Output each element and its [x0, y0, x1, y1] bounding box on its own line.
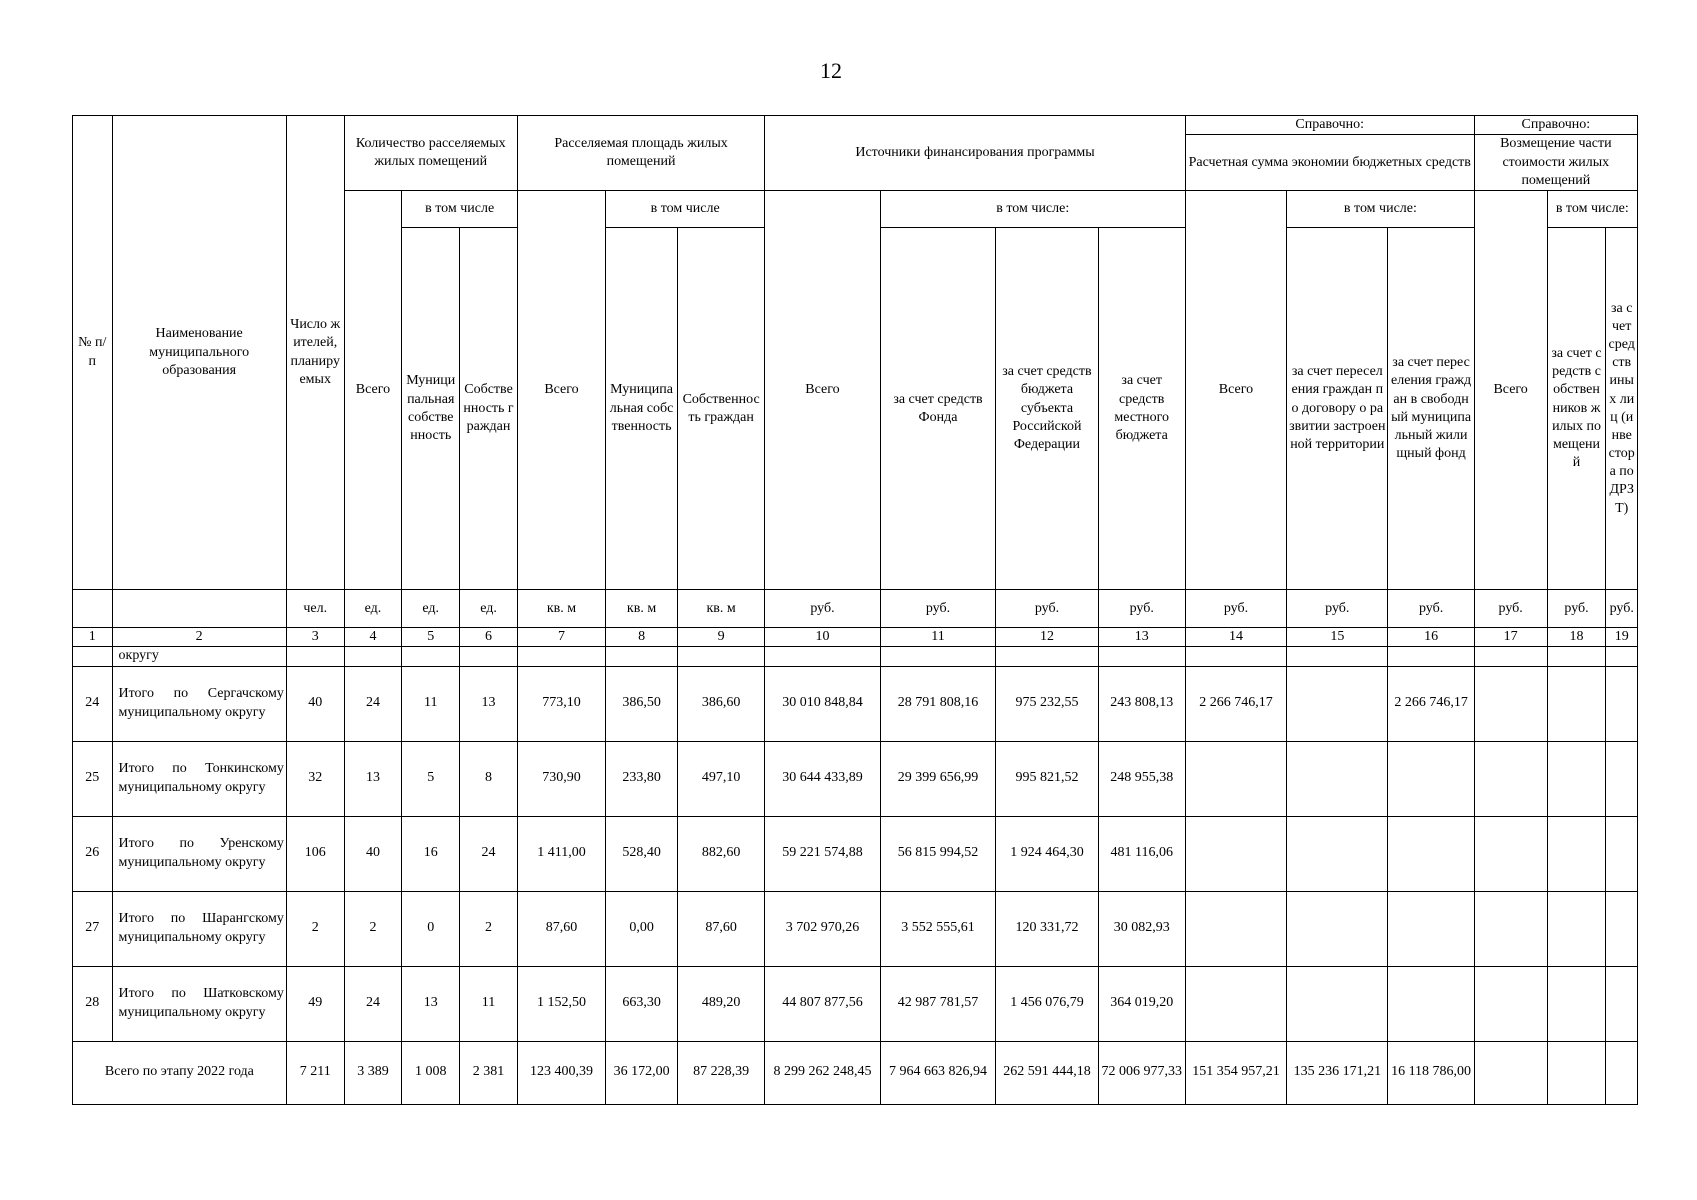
table-cell: [1606, 966, 1638, 1041]
row-number: 26: [73, 816, 113, 891]
col-head-owners-funds: за счет средств собственников жилых помещений: [1547, 228, 1606, 590]
total-cell: 8 299 262 248,45: [765, 1041, 881, 1104]
table-cell: [1287, 741, 1388, 816]
col-head-resettle-dev: за счет переселения граждан по договору о развитии застроенной территории: [1287, 228, 1388, 590]
col-head-subject-budget: за счет средств бюджета субъекта Российской Федерации: [996, 228, 1098, 590]
total-cell: 123 400,39: [517, 1041, 605, 1104]
col-head-qty-group: Количество расселяемых жилых помещений: [344, 116, 517, 191]
table-cell: 489,20: [678, 966, 765, 1041]
cont-cell: [765, 647, 881, 666]
table-cell: [1287, 891, 1388, 966]
cont-cell: [996, 647, 1098, 666]
table-cell: [1185, 816, 1286, 891]
table-cell: 87,60: [517, 891, 605, 966]
table-cell: 30 082,93: [1098, 891, 1185, 966]
col-number: 4: [344, 628, 402, 647]
table-cell: 3 702 970,26: [765, 891, 881, 966]
cont-cell: [1606, 647, 1638, 666]
unit-cell-blank: [73, 590, 113, 628]
table-cell: 49: [286, 966, 344, 1041]
table-cell: 995 821,52: [996, 741, 1098, 816]
table-cell: 44 807 877,56: [765, 966, 881, 1041]
cont-cell: [1098, 647, 1185, 666]
table-cell: [1474, 666, 1547, 741]
col-head-comp-incl: в том числе:: [1547, 191, 1637, 228]
cont-cell: [344, 647, 402, 666]
col-number: 19: [1606, 628, 1638, 647]
continuation-text: округу: [112, 647, 286, 666]
col-number: 7: [517, 628, 605, 647]
unit-cell: руб.: [1098, 590, 1185, 628]
column-number-row: [73, 628, 1638, 647]
col-number: 3: [286, 628, 344, 647]
cont-cell: [517, 647, 605, 666]
col-head-name: Наименование муниципального образования: [112, 116, 286, 590]
table-cell: 773,10: [517, 666, 605, 741]
table-cell: 16: [402, 816, 460, 891]
table-cell: 233,80: [606, 741, 678, 816]
table-cell: 106: [286, 816, 344, 891]
unit-cell: чел.: [286, 590, 344, 628]
total-cell: 16 118 786,00: [1388, 1041, 1474, 1104]
page-number: 12: [820, 58, 842, 83]
unit-cell: ед.: [344, 590, 402, 628]
unit-cell: кв. м: [678, 590, 765, 628]
table-cell: 730,90: [517, 741, 605, 816]
table-cell: 2: [344, 891, 402, 966]
col-number: 12: [996, 628, 1098, 647]
col-head-residents: Число жителей, планируемых: [286, 116, 344, 590]
table-cell: 28 791 808,16: [880, 666, 996, 741]
table-cell: 56 815 994,52: [880, 816, 996, 891]
resettlement-table: [72, 115, 1638, 1105]
table-cell: [1606, 891, 1638, 966]
total-cell: 1 008: [402, 1041, 460, 1104]
col-head-other-funds: за счет средств иных лиц (инвестора по ДРЗТ): [1606, 228, 1638, 590]
table-row: [73, 666, 1638, 741]
municipality-name: Итого по Уренскому муниципальному округу: [112, 816, 286, 891]
table-cell: 364 019,20: [1098, 966, 1185, 1041]
table-cell: 24: [344, 966, 402, 1041]
table-cell: [1287, 966, 1388, 1041]
col-number: 9: [678, 628, 765, 647]
table-cell: 882,60: [678, 816, 765, 891]
table-cell: 42 987 781,57: [880, 966, 996, 1041]
row-number: 24: [73, 666, 113, 741]
cont-cell: [1287, 647, 1388, 666]
table-cell: [1547, 741, 1606, 816]
table-cell: [1547, 891, 1606, 966]
table-cell: 30 010 848,84: [765, 666, 881, 741]
municipality-name: Итого по Шатковскому муниципальному округу: [112, 966, 286, 1041]
total-row: [73, 1041, 1638, 1104]
col-number: 13: [1098, 628, 1185, 647]
table-cell: 11: [402, 666, 460, 741]
col-head-area-municipal: Муниципальная собственность: [606, 228, 678, 590]
total-label: Всего по этапу 2022 года: [73, 1041, 287, 1104]
row-number: 25: [73, 741, 113, 816]
row-number: 27: [73, 891, 113, 966]
total-cell: 87 228,39: [678, 1041, 765, 1104]
table-cell: 243 808,13: [1098, 666, 1185, 741]
total-cell: [1606, 1041, 1638, 1104]
table-cell: 1 411,00: [517, 816, 605, 891]
ref-label-savings: Справочно:: [1185, 116, 1474, 135]
table-cell: [1606, 741, 1638, 816]
col-number: 5: [402, 628, 460, 647]
municipality-name: Итого по Тонкинскому муниципальному округу: [112, 741, 286, 816]
total-cell: 3 389: [344, 1041, 402, 1104]
col-number: 11: [880, 628, 996, 647]
unit-cell: ед.: [460, 590, 518, 628]
unit-cell-blank: [112, 590, 286, 628]
col-number: 10: [765, 628, 881, 647]
col-head-comp-group: Возмещение части стоимости жилых помещений: [1474, 135, 1637, 191]
table-cell: [1547, 816, 1606, 891]
table-cell: 120 331,72: [996, 891, 1098, 966]
table-cell: 386,50: [606, 666, 678, 741]
col-head-area-citizens: Собственность граждан: [678, 228, 765, 590]
table-cell: 0,00: [606, 891, 678, 966]
col-number: 17: [1474, 628, 1547, 647]
col-head-qty-municipal: Муниципальная собственность: [402, 228, 460, 590]
col-head-area-total: Всего: [517, 191, 605, 590]
table-cell: [1287, 666, 1388, 741]
table-cell: [1185, 741, 1286, 816]
table-cell: 59 221 574,88: [765, 816, 881, 891]
table-cell: 87,60: [678, 891, 765, 966]
cont-cell: [460, 647, 518, 666]
cont-cell: [1474, 647, 1547, 666]
col-head-fin-group: Источники финансирования программы: [765, 116, 1186, 191]
unit-cell: руб.: [1474, 590, 1547, 628]
table-cell: [1606, 816, 1638, 891]
cont-cell: [1185, 647, 1286, 666]
table-cell: [1388, 891, 1474, 966]
table-cell: 30 644 433,89: [765, 741, 881, 816]
col-head-qty-incl: в том числе: [402, 191, 518, 228]
total-cell: 151 354 957,21: [1185, 1041, 1286, 1104]
cont-cell: [678, 647, 765, 666]
unit-cell: ед.: [402, 590, 460, 628]
col-head-fin-incl: в том числе:: [880, 191, 1185, 228]
cont-cell: [1547, 647, 1606, 666]
table-cell: 497,10: [678, 741, 765, 816]
table-cell: 2 266 746,17: [1388, 666, 1474, 741]
total-cell: 262 591 444,18: [996, 1041, 1098, 1104]
cont-cell: [880, 647, 996, 666]
ref-label-comp: Справочно:: [1474, 116, 1637, 135]
col-head-fund: за счет средств Фонда: [880, 228, 996, 590]
table-row: [73, 816, 1638, 891]
unit-cell: руб.: [765, 590, 881, 628]
table-cell: 5: [402, 741, 460, 816]
col-number: 2: [112, 628, 286, 647]
unit-cell: руб.: [996, 590, 1098, 628]
table-cell: 13: [402, 966, 460, 1041]
table-cell: [1185, 966, 1286, 1041]
table-cell: 8: [460, 741, 518, 816]
table-cell: 2: [286, 891, 344, 966]
cont-cell: [1388, 647, 1474, 666]
col-number: 1: [73, 628, 113, 647]
col-head-qty-citizens: Собственность граждан: [460, 228, 518, 590]
table-cell: 40: [286, 666, 344, 741]
col-number: 6: [460, 628, 518, 647]
table-cell: [1388, 966, 1474, 1041]
table-cell: 663,30: [606, 966, 678, 1041]
table-cell: 24: [460, 816, 518, 891]
table-cell: 0: [402, 891, 460, 966]
table-cell: 248 955,38: [1098, 741, 1185, 816]
table-cell: [1185, 891, 1286, 966]
total-cell: 36 172,00: [606, 1041, 678, 1104]
col-head-resettle-free: за счет переселения граждан в свободный муниципальный жилищный фонд: [1388, 228, 1474, 590]
total-cell: [1547, 1041, 1606, 1104]
table-cell: 528,40: [606, 816, 678, 891]
table-cell: 975 232,55: [996, 666, 1098, 741]
table-cell: 13: [460, 666, 518, 741]
col-head-local-budget: за счет средств местного бюджета: [1098, 228, 1185, 590]
unit-cell: кв. м: [517, 590, 605, 628]
col-head-comp-total: Всего: [1474, 191, 1547, 590]
table-row: [73, 741, 1638, 816]
table-cell: 2: [460, 891, 518, 966]
table-cell: [1474, 816, 1547, 891]
table-cell: 32: [286, 741, 344, 816]
table-cell: [1388, 741, 1474, 816]
table-cell: 3 552 555,61: [880, 891, 996, 966]
total-cell: 2 381: [460, 1041, 518, 1104]
unit-cell: руб.: [1287, 590, 1388, 628]
municipality-name: Итого по Сергачскому муниципальному округу: [112, 666, 286, 741]
col-head-area-incl: в том числе: [606, 191, 765, 228]
col-head-qty-total: Всего: [344, 191, 402, 590]
col-head-savings-total: Всего: [1185, 191, 1286, 590]
table-cell: [1287, 816, 1388, 891]
table-cell: [1474, 966, 1547, 1041]
table-cell: 1 152,50: [517, 966, 605, 1041]
table-row: [73, 891, 1638, 966]
continuation-row: [73, 647, 1638, 666]
table-cell: [1388, 816, 1474, 891]
cont-cell: [402, 647, 460, 666]
table-cell: 29 399 656,99: [880, 741, 996, 816]
col-head-num: № п/п: [73, 116, 113, 590]
row-number: 28: [73, 966, 113, 1041]
unit-cell: руб.: [1547, 590, 1606, 628]
cont-cell: [286, 647, 344, 666]
col-number: 8: [606, 628, 678, 647]
total-cell: 7 211: [286, 1041, 344, 1104]
col-number: 16: [1388, 628, 1474, 647]
total-cell: 7 964 663 826,94: [880, 1041, 996, 1104]
table-cell: 481 116,06: [1098, 816, 1185, 891]
col-number: 14: [1185, 628, 1286, 647]
cont-cell: [606, 647, 678, 666]
col-head-savings-incl: в том числе:: [1287, 191, 1475, 228]
col-head-area-group: Расселяемая площадь жилых помещений: [517, 116, 764, 191]
municipality-name: Итого по Шарангскому муниципальному округу: [112, 891, 286, 966]
total-cell: [1474, 1041, 1547, 1104]
table-cell: 24: [344, 666, 402, 741]
col-head-savings-group: Расчетная сумма экономии бюджетных средств: [1185, 135, 1474, 191]
table-row: [73, 966, 1638, 1041]
unit-cell: кв. м: [606, 590, 678, 628]
table-cell: 13: [344, 741, 402, 816]
table-cell: [1606, 666, 1638, 741]
total-cell: 72 006 977,33: [1098, 1041, 1185, 1104]
table-cell: [1547, 666, 1606, 741]
unit-cell: руб.: [880, 590, 996, 628]
table-cell: [1474, 891, 1547, 966]
unit-cell: руб.: [1388, 590, 1474, 628]
table-cell: 2 266 746,17: [1185, 666, 1286, 741]
table-cell: [1474, 741, 1547, 816]
table-cell: 11: [460, 966, 518, 1041]
unit-cell: руб.: [1606, 590, 1638, 628]
data-rows: [73, 666, 1638, 1041]
col-number: 15: [1287, 628, 1388, 647]
total-cell: 135 236 171,21: [1287, 1041, 1388, 1104]
table-cell: 40: [344, 816, 402, 891]
units-row: [73, 590, 1638, 628]
cont-cell: [73, 647, 113, 666]
table-cell: 1 456 076,79: [996, 966, 1098, 1041]
table-cell: 386,60: [678, 666, 765, 741]
col-number: 18: [1547, 628, 1606, 647]
unit-cell: руб.: [1185, 590, 1286, 628]
table-cell: 1 924 464,30: [996, 816, 1098, 891]
col-head-fin-total: Всего: [765, 191, 881, 590]
table-cell: [1547, 966, 1606, 1041]
